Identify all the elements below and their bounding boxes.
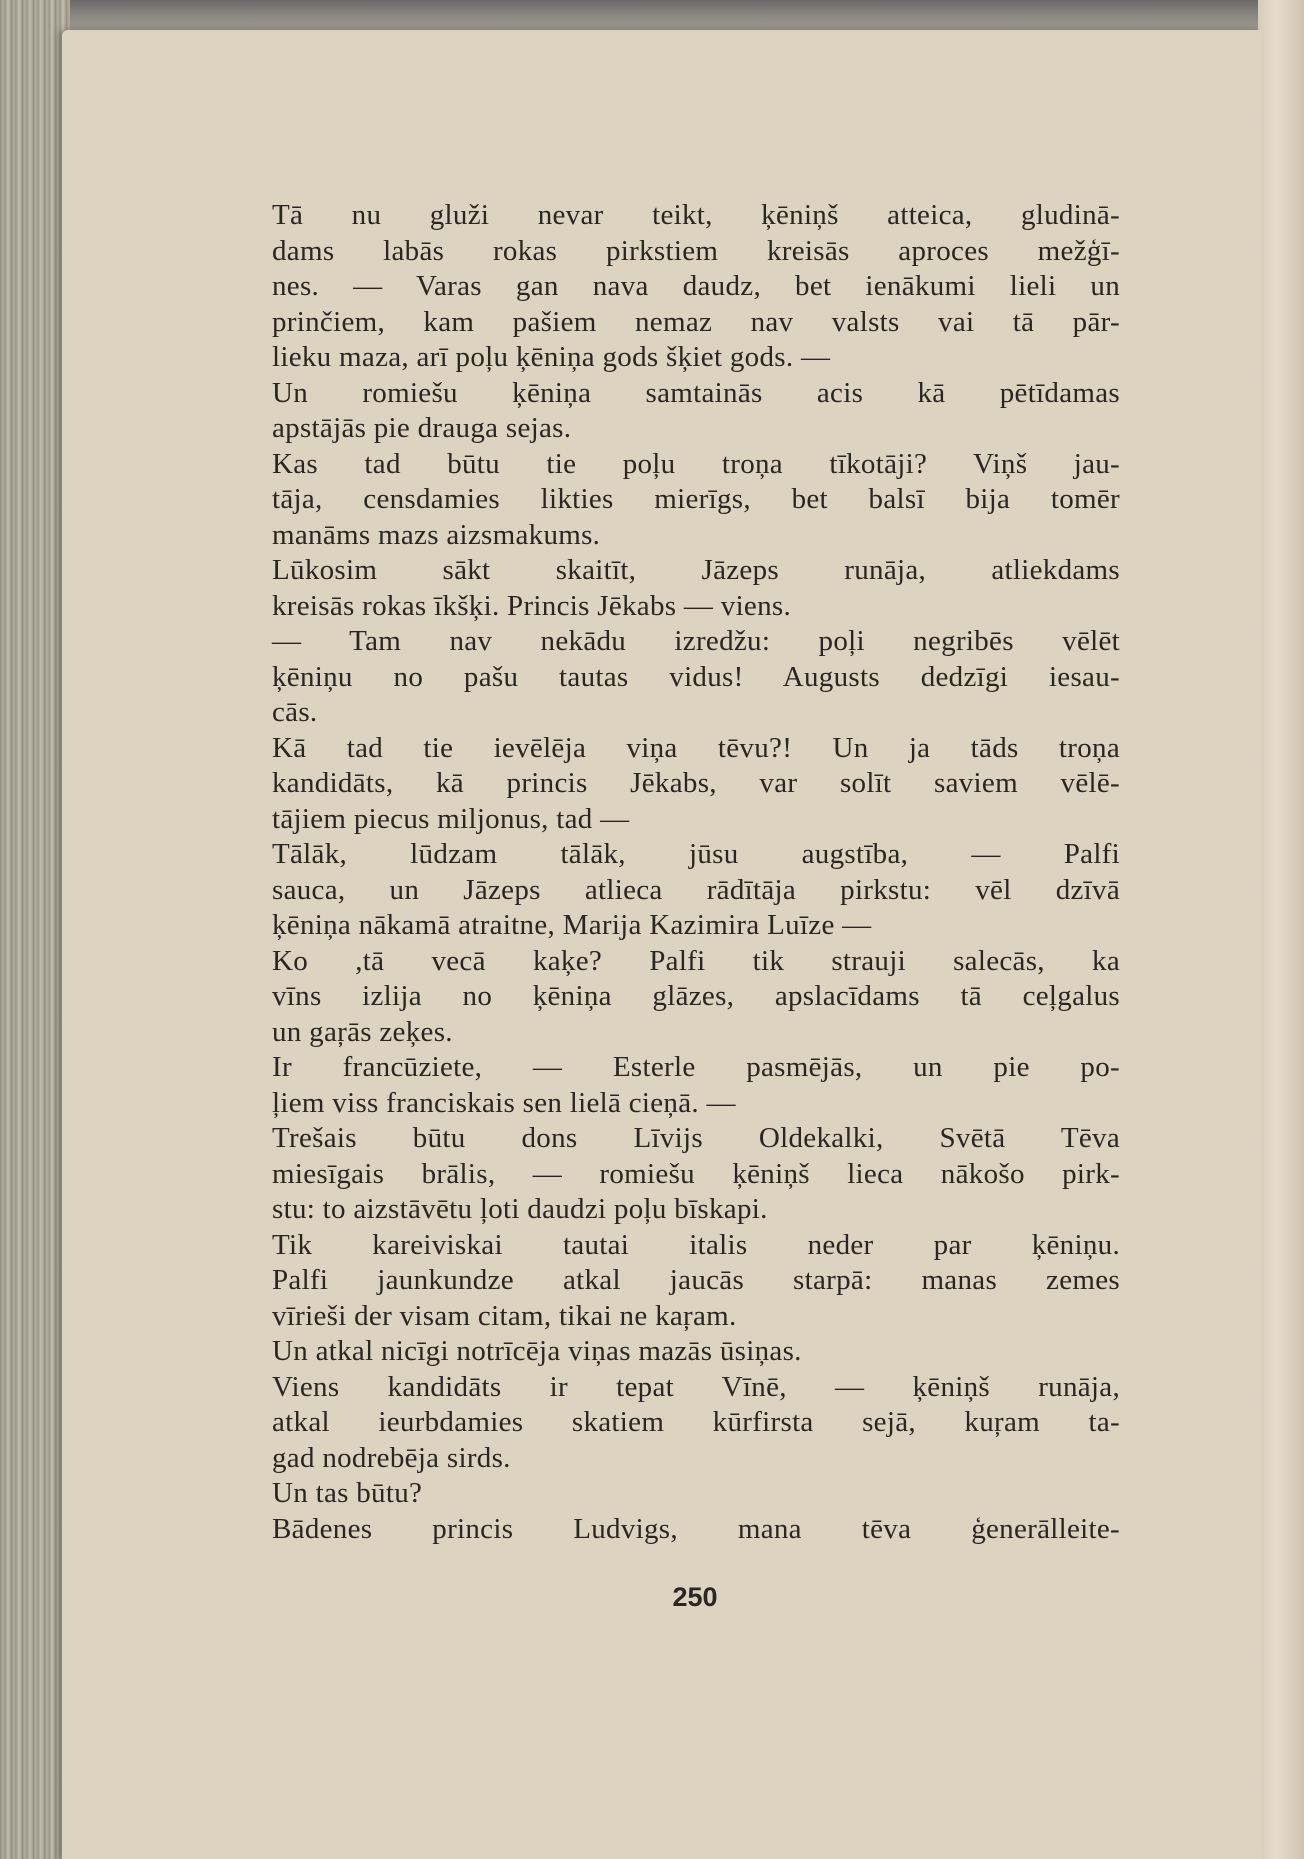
text-line: manāms mazs aizsmakums.	[272, 518, 601, 551]
page-number: 250	[672, 1582, 718, 1612]
text-line: Trešais būtu dons Līvijs Oldekalki, Svētā Tēva	[272, 1122, 1120, 1154]
text-line: Ir francūziete, — Esterle pasmējās, un pie po-	[272, 1051, 1120, 1083]
book-right-page-edges	[1258, 0, 1304, 1859]
text-line: Un romiešu ķēniņa samtainās acis kā pētīdamas	[272, 376, 1120, 409]
text-line: stu: to aizstāvētu ļoti daudzi poļu bīskapi.	[272, 1193, 768, 1225]
text-line: lieku maza, arī poļu ķēniņa gods šķiet gods. —	[272, 341, 831, 373]
text-line: prinčiem, kam pašiem nemaz nav valsts vai tā pār-	[272, 305, 1120, 338]
text-line: gad nodrebēja sirds.	[272, 1441, 511, 1474]
text-line: ļiem viss franciskais sen lielā cieņā. —	[272, 1086, 736, 1119]
book-left-page-edges	[0, 0, 70, 1859]
text-line: dams labās rokas pirkstiem kreisās aproces mežģī-	[272, 234, 1120, 267]
text-line: cās.	[272, 696, 318, 728]
text-line: un gaŗās zeķes.	[272, 1015, 453, 1048]
text-line: Tā nu gluži nevar teikt, ķēniņš atteica, gludinā-	[272, 199, 1120, 231]
text-line: vīrieši der visam citam, tikai ne kaŗam.	[272, 1299, 737, 1332]
text-line: atkal ieurbdamies skatiem kūrfirsta sejā, kuŗam ta-	[272, 1406, 1120, 1438]
body-text	[272, 198, 1120, 1547]
text-line: Bādenes princis Ludvigs, mana tēva ģenerālleite-	[272, 1512, 1120, 1545]
text-line: Un atkal nicīgi notrīcēja viņas mazās ūsiņas.	[272, 1335, 802, 1367]
text-line: Kas tad būtu tie poļu troņa tīkotāji? Viņš jau-	[272, 447, 1120, 480]
text-line: Tālāk, lūdzam tālāk, jūsu augstība, — Palfi	[272, 838, 1120, 870]
text-line: nes. — Varas gan nava daudz, bet ienākumi lieli un	[272, 270, 1120, 302]
text-line: Viens kandidāts ir tepat Vīnē, — ķēniņš runāja,	[272, 1370, 1120, 1403]
text-line: vīns izlija no ķēniņa glāzes, apslacīdams tā ceļgalus	[272, 980, 1120, 1012]
text-line: miesīgais brālis, — romiešu ķēniņš lieca nākošo pirk-	[272, 1157, 1120, 1190]
text-line: Palfi jaunkundze atkal jaucās starpā: manas zemes	[272, 1264, 1120, 1296]
text-line: kreisās rokas īkšķi. Princis Jēkabs — viens.	[272, 589, 792, 622]
text-line: ķēniņa nākamā atraitne, Marija Kazimira Luīze —	[272, 909, 872, 941]
text-line: ķēniņu no pašu tautas vidus! Augusts dedzīgi iesau-	[272, 660, 1120, 693]
text-line: — Tam nav nekādu izredžu: poļi negribēs vēlēt	[272, 625, 1120, 657]
text-line: kandidāts, kā princis Jēkabs, var solīt saviem vēlē-	[272, 767, 1120, 799]
text-line: Un tas būtu?	[272, 1477, 423, 1509]
text-line: Tik kareiviskai tautai italis neder par ķēniņu.	[272, 1228, 1120, 1261]
text-line: Kā tad tie ievēlēja viņa tēvu?! Un ja tāds troņa	[272, 731, 1120, 764]
text-line: tājiem piecus miljonus, tad —	[272, 802, 630, 835]
text-line: apstājās pie drauga sejas.	[272, 412, 572, 444]
text-line: sauca, un Jāzeps atlieca rādītāja pirkstu: vēl dzīvā	[272, 873, 1120, 906]
text-line: Ko ,tā vecā kaķe? Palfi tik strauji salecās, ka	[272, 944, 1120, 977]
text-line: Lūkosim sākt skaitīt, Jāzeps runāja, atliekdams	[272, 554, 1120, 586]
text-line: tāja, censdamies likties mierīgs, bet balsī bija tomēr	[272, 483, 1120, 515]
